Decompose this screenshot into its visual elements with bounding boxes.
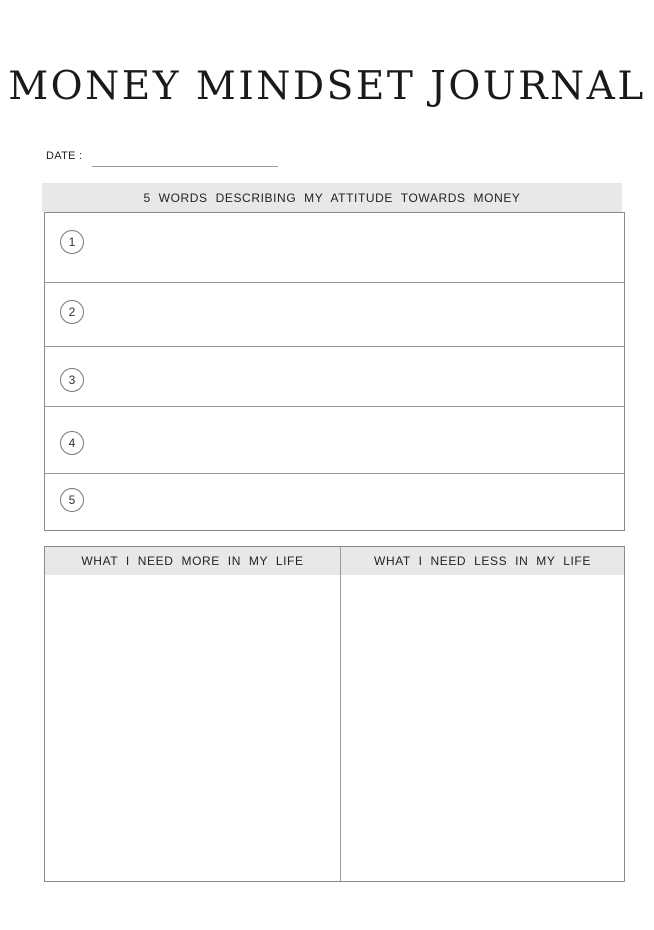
number-circle: 3 — [60, 368, 84, 392]
word-row-2[interactable] — [45, 282, 624, 346]
need-more-header: WHAT I NEED MORE IN MY LIFE — [45, 547, 340, 575]
word-row-1[interactable] — [45, 213, 624, 282]
needs-table — [44, 546, 625, 882]
word-row-3[interactable] — [45, 346, 624, 407]
date-field[interactable] — [92, 166, 278, 167]
page-title: MONEY MINDSET JOURNAL — [8, 64, 646, 109]
number-circle: 5 — [60, 488, 84, 512]
need-less-header: WHAT I NEED LESS IN MY LIFE — [341, 547, 624, 575]
word-row-4[interactable] — [45, 406, 624, 473]
need-less-area[interactable] — [341, 575, 624, 881]
number-circle: 2 — [60, 300, 84, 324]
need-more-area[interactable] — [45, 575, 340, 881]
word-row-5[interactable] — [45, 473, 624, 530]
number-circle: 4 — [60, 431, 84, 455]
date-label: DATE : — [46, 150, 83, 162]
words-section-header: 5 WORDS DESCRIBING MY ATTITUDE TOWARDS MONEY — [42, 183, 622, 212]
words-list — [44, 212, 625, 531]
number-circle: 1 — [60, 230, 84, 254]
